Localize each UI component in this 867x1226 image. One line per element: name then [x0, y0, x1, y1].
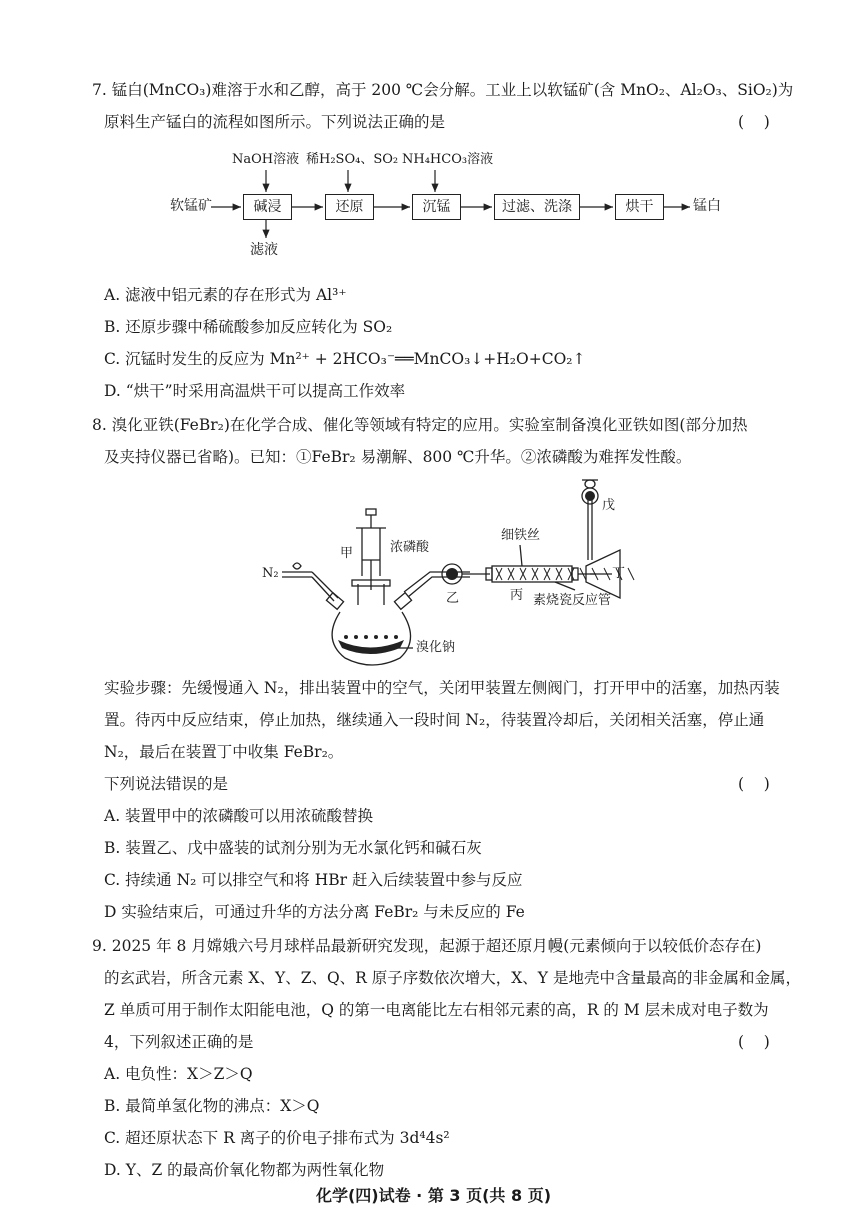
label-wu: 戊 — [602, 498, 616, 513]
flow-step-filter-wash: 过滤、洗涤 — [494, 194, 580, 220]
flow-step-reduce: 还原 — [325, 194, 374, 220]
q9-answer-blank: ( ) — [738, 1033, 770, 1051]
page-footer: 化学(四)试卷 · 第 3 页(共 8 页) — [315, 1186, 552, 1205]
q8-answer-blank: ( ) — [738, 775, 770, 793]
q8-steps-line2: 置。待丙中反应结束，停止加热，继续通入一段时间 N₂，待装置冷却后，关闭相关活塞，停止通 — [104, 711, 765, 729]
q7-option-b: B. 还原步骤中稀硫酸参加反应转化为 SO₂ — [104, 318, 393, 336]
label-porcelain-tube: 素烧瓷反应管 — [533, 593, 612, 608]
q7-option-d: D. “烘干”时采用高温烘干可以提高工作效率 — [104, 382, 406, 400]
flow-step-precipitate: 沉锰 — [412, 194, 461, 220]
q9-option-a: A. 电负性：X＞Z＞Q — [104, 1065, 253, 1083]
q8-option-a: A. 装置甲中的浓磷酸可以用浓硫酸替换 — [104, 807, 374, 825]
q9-stem-line1: 9. 2025 年 8 月嫦娥六号月球样品最新研究发现，起源于超还原月幔(元素倾向于以较低价态存在) — [92, 937, 762, 955]
label-bing: 丙 — [510, 588, 524, 603]
q7-answer-blank: ( ) — [738, 113, 770, 131]
q8-stem-line1: 8. 溴化亚铁(FeBr₂)在化学合成、催化等领域有特定的应用。实验室制备溴化亚铁如图(部分加热 — [92, 416, 748, 434]
flow-step-alkali-leach: 碱浸 — [243, 194, 292, 220]
q9-option-c: C. 超还原状态下 R 离子的价电子排布式为 3d⁴4s² — [104, 1129, 450, 1147]
q7-option-a: A. 滤液中铝元素的存在形式为 Al³⁺ — [104, 286, 347, 304]
q9-option-b: B. 最简单氢化物的沸点：X＞Q — [104, 1097, 320, 1115]
q7-stem-line1: 7. 锰白(MnCO₃)难溶于水和乙醇，高于 200 ℃会分解。工业上以软锰矿(含 MnO₂、Al₂O₃、SiO₂)为 — [92, 81, 794, 99]
flow-end-manganese-white: 锰白 — [693, 198, 721, 214]
q9-option-d: D. Y、Z 的最高价氧化物都为两性氧化物 — [104, 1161, 385, 1179]
flow-reagent-naoh: NaOH溶液 — [232, 152, 300, 167]
flow-step-dry: 烘干 — [615, 194, 664, 220]
flow-start-ore: 软锰矿 — [170, 198, 212, 214]
label-sodium-bromide: 溴化钠 — [416, 640, 456, 655]
q7-option-c: C. 沉锰时发生的反应为 Mn²⁺ + 2HCO₃⁻══MnCO₃↓+H₂O+CO₂↑ — [104, 350, 586, 368]
flow-reagent-nh4hco3: NH₄HCO₃溶液 — [402, 152, 494, 167]
q8-stem-line2: 及夹持仪器已省略)。已知：①FeBr₂ 易潮解、800 ℃升华。②浓磷酸为难挥发性酸。 — [104, 448, 692, 466]
q8-steps-line1: 实验步骤：先缓慢通入 N₂，排出装置中的空气，关闭甲装置左侧阀门，打开甲中的活塞，加热丙装 — [104, 679, 780, 697]
label-iron-wire: 细铁丝 — [501, 528, 541, 543]
q8-steps-line3: N₂，最后在装置丁中收集 FeBr₂。 — [104, 743, 344, 761]
flow-byproduct-filtrate: 滤液 — [250, 242, 278, 258]
label-n2: N₂ — [262, 566, 279, 581]
q8-option-b: B. 装置乙、戊中盛装的试剂分别为无水氯化钙和碱石灰 — [104, 839, 482, 857]
q9-stem-line3: Z 单质可用于制作太阳能电池，Q 的第一电离能比左右相邻元素的高，R 的 M 层未成对电子数为 — [104, 1001, 769, 1019]
q9-stem-line4: 4，下列叙述正确的是 — [104, 1033, 254, 1051]
label-ding: 丁 — [612, 566, 626, 581]
q8-option-d: D 实验结束后，可通过升华的方法分离 FeBr₂ 与未反应的 Fe — [104, 903, 525, 921]
q8-prompt: 下列说法错误的是 — [104, 775, 229, 793]
q9-stem-line2: 的玄武岩，所含元素 X、Y、Z、Q、R 原子序数依次增大，X、Y 是地壳中含量最高的非金属和金属， — [104, 969, 801, 987]
q8-option-c: C. 持续通 N₂ 可以排空气和将 HBr 赶入后续装置中参与反应 — [104, 871, 523, 889]
label-concentrated-phosphoric-acid: 浓磷酸 — [390, 540, 430, 555]
q7-stem-line2: 原料生产锰白的流程如图所示。下列说法正确的是 — [104, 113, 446, 131]
label-yi: 乙 — [446, 591, 460, 606]
label-jia: 甲 — [340, 546, 354, 561]
flow-reagent-h2so4-so2: 稀H₂SO₄、SO₂ — [306, 152, 399, 167]
